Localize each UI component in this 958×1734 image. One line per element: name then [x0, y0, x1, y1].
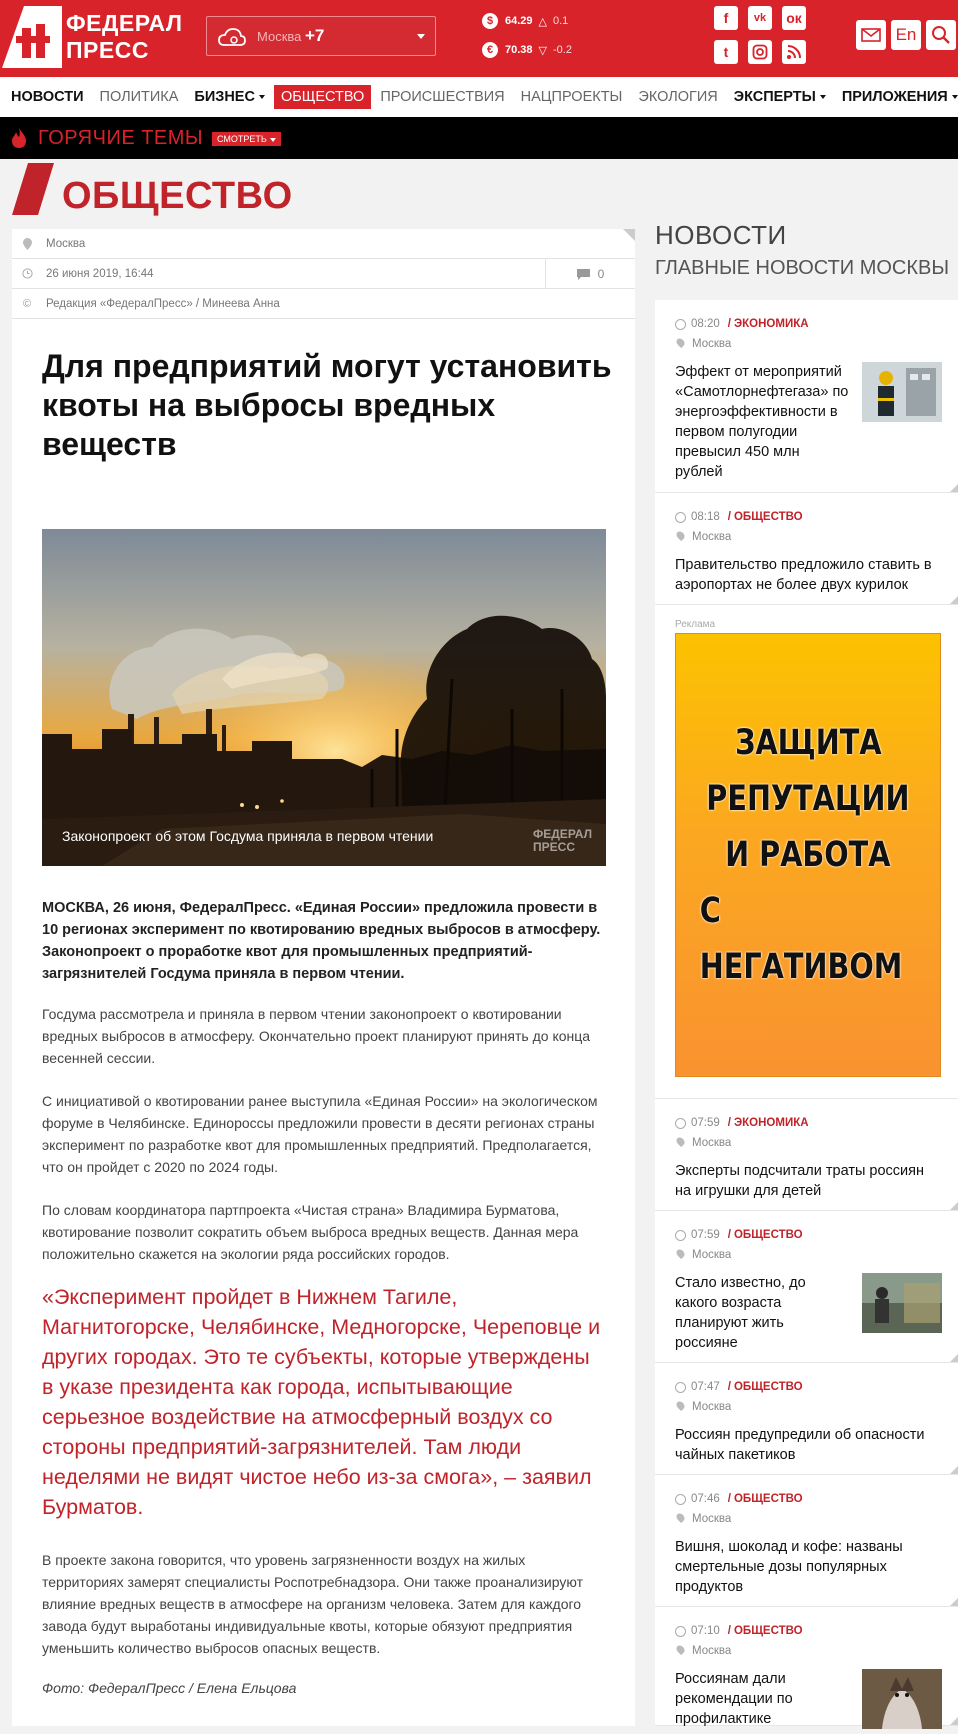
nav-item-label: ОБЩЕСТВО: [280, 89, 365, 105]
euro-icon: €: [482, 42, 498, 58]
news-title[interactable]: Россиянам дали рекомендации по профилактике: [675, 1671, 793, 1727]
news-city: Москва: [692, 1137, 732, 1149]
news-rubric[interactable]: / ОБЩЕСТВО: [728, 1229, 803, 1241]
main-nav: [0, 77, 958, 117]
nav-item-label: НАЦПРОЕКТЫ: [520, 89, 623, 105]
ad-line: И РАБОТА: [725, 835, 891, 875]
news-meta: [675, 511, 803, 523]
nav-item-label: НОВОСТИ: [11, 89, 84, 105]
article-paragraph: В проекте закона говорится, что уровень загрязненности воздух на жилых территориях замерят специалисты Роспотребнадзора. Они также проанализируют влияние вредных веществ в атмосфере на организм человека. Затем для каждого завода будут выработаны индивидуальные квоты, которые обязуют предприятия уменьшить количество выбросов опасных веществ.: [42, 1552, 583, 1656]
location-pin-icon: [675, 1644, 686, 1655]
article-lead: МОСКВА, 26 июня, ФедералПресс. «Единая России» предложила провести в 10 регионах эксперимент по квотированию вредных выбросов в атмосферу. Законопроект о проработке квот для промышленных предприятий-загрязнителей Госдума приняла в первом чтении.: [42, 900, 601, 982]
sidebar-header: [655, 220, 958, 280]
nav-item-label: ЭКОЛОГИЯ: [638, 89, 718, 105]
news-meta: [675, 1117, 809, 1129]
section-header: [0, 159, 958, 229]
section-slash-icon: [12, 163, 54, 215]
mail-button[interactable]: [856, 20, 886, 50]
corner-fold-icon: [950, 484, 958, 492]
ad-line: РЕПУТАЦИИ: [706, 779, 910, 819]
news-city: Москва: [692, 1249, 732, 1261]
twitter-icon[interactable]: t: [714, 40, 738, 64]
nav-item[interactable]: [93, 85, 186, 109]
nav-item-label: ПРОИСШЕСТВИЯ: [380, 89, 505, 105]
news-title[interactable]: Россиян предупредили об опасности чайных пакетиков: [675, 1427, 925, 1463]
news-time: 07:47: [691, 1381, 720, 1393]
clock-icon: [675, 319, 686, 330]
site-header: [0, 0, 958, 77]
photo-caption: Законопроект об этом Госдума приняла в первом чтении: [62, 828, 434, 844]
nav-item[interactable]: [274, 85, 371, 109]
photo-watermark: [533, 828, 592, 854]
news-item[interactable]: [655, 493, 958, 605]
news-item[interactable]: [655, 1607, 958, 1726]
hot-topics-bar: [0, 117, 958, 159]
logo-line-2: ПРЕСС: [66, 37, 149, 63]
ad-line: ЗАЩИТА: [734, 723, 882, 763]
rate-change: 0.1: [553, 15, 569, 27]
corner-fold-icon: [950, 1466, 958, 1474]
news-time: 07:10: [691, 1625, 720, 1637]
instagram-glyph-icon: [752, 44, 768, 60]
news-city-row: [675, 1137, 731, 1149]
article-quote: «Эксперимент пройдет в Нижнем Тагиле, Магнитогорске, Челябинске, Медногорске, Череповце и других городах. Это те субъекты, которые утверждены в указе президента как города, испытывающие серьезное воздействие на атмосферный воздух со стороны предприятий-загрязнителей. Там люди неделями не видят чистое небо из-за смога», – заявил Бурматов.: [42, 1285, 601, 1519]
news-city: Москва: [692, 338, 732, 350]
odnoklassniki-icon[interactable]: ок: [782, 6, 806, 30]
location-pin-icon: [675, 1400, 686, 1411]
news-city-row: [675, 1249, 731, 1261]
rate-eur: [482, 41, 572, 59]
article: [12, 229, 635, 1726]
site-logo[interactable]: [0, 0, 190, 77]
news-item[interactable]: [655, 1363, 958, 1475]
ad-label: Реклама: [675, 619, 716, 630]
ad-line: С НЕГАТИВОМ: [699, 891, 903, 987]
sidebar-subheading: ГЛАВНЫЕ НОВОСТИ МОСКВЫ: [655, 257, 950, 279]
news-rubric[interactable]: / ОБЩЕСТВО: [728, 1381, 803, 1393]
news-city: Москва: [692, 1401, 732, 1413]
article-paragraph: Госдума рассмотрела и приняла в первом чтении законопроект о квотировании вредных выбросов в атмосферу. Окончательно проект планируют принять до конца весенней сессии.: [42, 1006, 591, 1066]
cloud-sun-icon: [217, 25, 247, 49]
news-title[interactable]: Правительство предложило ставить в аэропортах не более двух курилок: [675, 557, 932, 593]
nav-item-label: БИЗНЕС: [194, 89, 255, 105]
clock-icon: [675, 512, 686, 523]
news-city-row: [675, 1645, 731, 1657]
news-city-row: [675, 338, 731, 350]
language-button[interactable]: En: [891, 20, 921, 50]
chevron-down-icon: [270, 138, 276, 142]
rate-change: -0.2: [553, 44, 572, 56]
corner-fold-icon: [950, 596, 958, 604]
corner-fold-icon: [623, 229, 635, 241]
triangle-down-icon: ▽: [538, 44, 547, 57]
nav-item[interactable]: [373, 85, 511, 109]
location-pin-icon: [675, 337, 686, 348]
news-city: Москва: [692, 1645, 732, 1657]
news-meta: [675, 1381, 803, 1393]
news-meta: [675, 1493, 803, 1505]
chevron-down-icon: [417, 34, 425, 39]
article-paragraph: По словам координатора партпроекта «Чистая страна» Владимира Бурматова, квотирование позволит сократить объем выброса вредных веществ. Данная мера положительно скажется на экологии ряда российских городов.: [42, 1202, 579, 1262]
clock-icon: [675, 1118, 686, 1129]
news-city-row: [675, 1513, 731, 1525]
article-photo[interactable]: [42, 529, 606, 866]
clock-icon: [675, 1230, 686, 1241]
flame-icon: [10, 127, 28, 149]
comments-count: 0: [597, 267, 605, 281]
news-time: 07:46: [691, 1493, 720, 1505]
rss-glyph-icon: [786, 44, 802, 60]
news-time: 07:59: [691, 1117, 720, 1129]
news-city-row: [675, 1401, 731, 1413]
corner-fold-icon: [950, 1598, 958, 1606]
nav-item[interactable]: [514, 85, 630, 109]
news-thumbnail[interactable]: [862, 362, 942, 422]
section-title: ОБЩЕСТВО: [62, 175, 293, 217]
dollar-icon: $: [482, 13, 498, 29]
weather-city: Москва: [257, 29, 302, 44]
nav-item-label: ЭКСПЕРТЫ: [733, 89, 816, 105]
logo-mark-icon: [2, 6, 62, 68]
news-item[interactable]: [655, 1099, 958, 1211]
clock-icon: [20, 267, 34, 281]
search-icon: [931, 25, 951, 45]
nav-item[interactable]: [727, 85, 833, 109]
triangle-up-icon: △: [538, 15, 547, 28]
vk-icon[interactable]: vk: [748, 6, 772, 30]
news-title[interactable]: Стало известно, до какого возраста планируют жить россияне: [675, 1275, 806, 1351]
news-meta: [675, 1625, 803, 1637]
news-rubric[interactable]: / ОБЩЕСТВО: [728, 1493, 803, 1505]
news-rubric[interactable]: / ОБЩЕСТВО: [728, 1625, 803, 1637]
nav-item[interactable]: [835, 85, 958, 109]
news-title[interactable]: Эксперты подсчитали траты россиян на игрушки для детей: [675, 1163, 924, 1199]
article-city-row: [12, 229, 635, 259]
hot-topics-title: ГОРЯЧИЕ ТЕМЫ: [38, 127, 204, 149]
news-rubric[interactable]: / ЭКОНОМИКА: [728, 1117, 809, 1129]
news-item[interactable]: [655, 1475, 958, 1607]
news-thumbnail[interactable]: [862, 1273, 942, 1333]
hot-topics-button-label: СМОТРЕТЬ: [217, 134, 267, 144]
rss-icon[interactable]: [782, 40, 806, 64]
rate-value: 70.38: [505, 44, 533, 56]
news-title[interactable]: Эффект от мероприятий «Самотлорнефтегаза» по энергоэффективности в первом полугодии превысил 450 млн рублей: [675, 364, 849, 480]
corner-fold-icon: [950, 1202, 958, 1210]
chevron-down-icon: [259, 95, 265, 99]
news-meta: [675, 1229, 803, 1241]
logo-line-1: ФЕДЕРАЛ: [66, 10, 183, 36]
nav-item-label: ПРИЛОЖЕНИЯ: [841, 89, 948, 105]
weather-temp: +7: [305, 26, 325, 45]
news-title[interactable]: Вишня, шоколад и кофе: названы смертельные дозы популярных продуктов: [675, 1539, 903, 1595]
hot-topics-button[interactable]: [212, 132, 281, 146]
comment-icon: [577, 269, 590, 280]
copyright-icon: ©: [22, 297, 32, 310]
article-city[interactable]: Москва: [46, 237, 86, 250]
nav-item[interactable]: [187, 85, 272, 109]
news-time: 08:18: [691, 511, 720, 523]
article-authors-row: [12, 289, 635, 319]
mail-icon: [861, 28, 881, 42]
chevron-down-icon: [820, 95, 826, 99]
watermark-line-2: ПРЕСС: [533, 840, 575, 854]
industrial-city-sunset-image: [42, 529, 606, 866]
article-date: 26 июня 2019, 16:44: [46, 267, 154, 280]
location-pin-icon: [675, 1136, 686, 1147]
article-authors: Редакция «ФедералПресс» / Минеева Анна: [46, 297, 280, 310]
comments-counter[interactable]: [545, 259, 635, 289]
nav-item[interactable]: [4, 85, 91, 109]
location-pin-icon: [675, 1248, 686, 1259]
news-item[interactable]: [655, 1211, 958, 1363]
news-city: Москва: [692, 531, 732, 543]
chevron-down-icon: [952, 95, 958, 99]
nav-item-label: ПОЛИТИКА: [99, 89, 179, 105]
news-time: 07:59: [691, 1229, 720, 1241]
clock-icon: [675, 1626, 686, 1637]
location-pin-icon: [675, 1512, 686, 1523]
news-item[interactable]: [655, 300, 958, 493]
ad-block: [655, 605, 958, 1099]
facebook-icon[interactable]: f: [714, 6, 738, 30]
news-meta: [675, 318, 809, 330]
clock-icon: [675, 1382, 686, 1393]
article-paragraph: С инициативой о квотировании ранее выступила «Единая России» на экологическом форуме в Челябинске. Единороссы предложили провести в десяти регионах страны эксперимент по разработке квот для промышленных предприятий. Предполагается, что он пройдет с 2020 по 2024 годы.: [42, 1093, 598, 1175]
article-title: Для предприятий могут установить квоты на выбросы вредных веществ: [42, 348, 612, 462]
news-city-row: [675, 531, 731, 543]
location-pin-icon: [675, 530, 686, 541]
news-rubric[interactable]: / ОБЩЕСТВО: [728, 511, 803, 523]
corner-fold-icon: [950, 1354, 958, 1362]
news-city: Москва: [692, 1513, 732, 1525]
rate-value: 64.29: [505, 15, 533, 27]
ad-banner[interactable]: [675, 633, 941, 1077]
news-rubric[interactable]: / ЭКОНОМИКА: [728, 318, 809, 330]
weather-widget[interactable]: [206, 16, 436, 56]
rate-usd: [482, 12, 568, 30]
article-date-row: [12, 259, 635, 289]
location-pin-icon: [20, 237, 34, 251]
clock-icon: [675, 1494, 686, 1505]
search-button[interactable]: [926, 20, 956, 50]
corner-fold-icon: [950, 1717, 958, 1725]
news-time: 08:20: [691, 318, 720, 330]
nav-item[interactable]: [631, 85, 724, 109]
sidebar-heading[interactable]: НОВОСТИ: [655, 220, 787, 250]
instagram-icon[interactable]: [748, 40, 772, 64]
news-thumbnail[interactable]: [862, 1669, 942, 1729]
watermark-line-1: ФЕДЕРАЛ: [533, 827, 592, 841]
photo-credit: Фото: ФедералПресс / Елена Ельцова: [42, 1680, 297, 1696]
